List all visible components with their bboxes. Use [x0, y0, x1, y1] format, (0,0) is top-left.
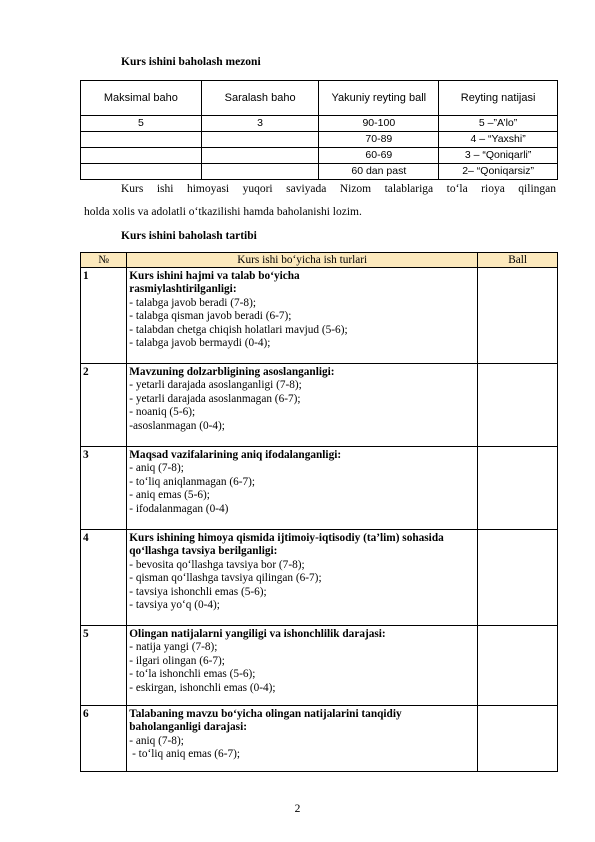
criterion-item: - toʻliq aniq emas (6-7); — [129, 748, 241, 761]
score-cell — [478, 706, 558, 772]
table-cell: 70-89 — [319, 132, 439, 148]
row-number: 1 — [81, 268, 127, 364]
criterion-title: Maqsad vazifalarining aniq ifodalanganligi: — [129, 449, 342, 461]
row-number: 2 — [81, 364, 127, 447]
table-cell: 5 –”A’lo” — [439, 116, 558, 132]
table-cell: 5 — [81, 116, 202, 132]
criterion-title: Talabaning mavzu boʻyicha olingan natijalarini tanqidiy baholanganligi darajasi: — [129, 708, 402, 734]
criterion-cell — [127, 364, 478, 447]
table-row — [81, 132, 558, 148]
table-row — [81, 148, 558, 164]
table-cell: 60 dan past — [319, 164, 439, 180]
criterion-item: - natija yangi (7-8); — [129, 641, 218, 654]
table-cell — [201, 148, 319, 164]
table-row — [81, 116, 558, 132]
table-row — [81, 706, 558, 772]
header-rating-result: Reyting natijasi — [439, 81, 558, 116]
score-cell — [478, 626, 558, 706]
table-cell — [81, 132, 202, 148]
header-number: № — [81, 253, 127, 268]
criterion-item: - tavsiya yoʻq (0-4); — [129, 599, 220, 612]
criterion-item: - talabga javob beradi (7-8); — [129, 296, 256, 309]
criterion-item: - toʻliq aniqlanmagan (6-7); — [129, 475, 256, 488]
criterion-title: Kurs ishini hajmi va talab boʻyicha rasmiylashtirilganligi: — [129, 270, 300, 296]
criterion-title: Mavzuning dolzarbligining asoslanganligi: — [129, 366, 335, 378]
criterion-cell — [127, 626, 478, 706]
header-max-grade: Maksimal baho — [81, 81, 202, 116]
header-passing-grade: Saralash baho — [201, 81, 319, 116]
criterion-item: - toʻla ishonchli emas (5-6); — [129, 668, 256, 681]
table-row — [81, 268, 558, 364]
row-number: 3 — [81, 447, 127, 530]
row-number: 4 — [81, 530, 127, 626]
criterion-item: - aniq (7-8); — [129, 734, 184, 747]
criterion-title: Kurs ishining himoya qismida ijtimoiy-iqtisodiy (ta’lim) sohasida qoʻllashga tavsiya berilganligi: — [129, 532, 444, 558]
header-work-types: Kurs ishi boʻyicha ish turlari — [127, 253, 478, 268]
table-cell: 60-69 — [319, 148, 439, 164]
score-cell — [478, 268, 558, 364]
paragraph-line-2: holda xolis va adolatli oʻtkazilishi hamda baholanishi lozim. — [84, 206, 362, 218]
table-cell — [201, 132, 319, 148]
score-cell — [478, 364, 558, 447]
criterion-item: - aniq emas (5-6); — [129, 489, 210, 502]
criterion-item: - talabga javob bermaydi (0-4); — [129, 337, 271, 350]
score-cell — [478, 447, 558, 530]
criterion-title: Olingan natijalarni yangiligi va ishonchlilik darajasi: — [129, 628, 386, 640]
page-number: 2 — [294, 803, 301, 815]
criterion-item: - eskirgan, ishonchli emas (0-4); — [129, 681, 276, 694]
grading-procedure-heading: Kurs ishini baholash tartibi — [121, 230, 257, 242]
criterion-item: -asoslanmagan (0-4); — [129, 419, 225, 432]
table-row — [81, 364, 558, 447]
criterion-item: - tavsiya ishonchli emas (5-6); — [129, 585, 267, 598]
criterion-item: - yetarli darajada asoslanganligi (7-8); — [129, 379, 302, 392]
grading-procedure-table — [80, 252, 558, 772]
header-final-rating: Yakuniy reyting ball — [319, 81, 439, 116]
table-row — [81, 626, 558, 706]
table-cell: 3 – “Qoniqarli” — [439, 148, 558, 164]
table-cell — [81, 148, 202, 164]
criterion-item: - yetarli darajada asoslanmagan (6-7); — [129, 392, 301, 405]
defense-paragraph — [84, 178, 556, 224]
grading-criteria-heading: Kurs ishini baholash mezoni — [121, 56, 261, 68]
table-row — [81, 447, 558, 530]
table-cell: 4 – “Yaxshi” — [439, 132, 558, 148]
row-number: 5 — [81, 626, 127, 706]
header-score: Ball — [478, 253, 558, 268]
criterion-item: - ifodalanmagan (0-4) — [129, 502, 229, 515]
criterion-cell — [127, 268, 478, 364]
score-cell — [478, 530, 558, 626]
table-cell: 3 — [201, 116, 319, 132]
table-cell: 2– “Qoniqarsiz” — [439, 164, 558, 180]
criterion-item: - talabga qisman javob beradi (6-7); — [129, 310, 292, 323]
row-number: 6 — [81, 706, 127, 772]
criterion-item: - ilgari olingan (6-7); — [129, 654, 225, 667]
criterion-item: - noaniq (5-6); — [129, 406, 196, 419]
criteria-table-header-row — [81, 253, 558, 268]
criterion-cell — [127, 706, 478, 772]
table-cell: 90-100 — [319, 116, 439, 132]
criterion-item: - talabdan chetga chiqish holatlari mavjud (5-6); — [129, 323, 348, 336]
criterion-item: - qisman qoʻllashga tavsiya qilingan (6-7); — [129, 572, 322, 585]
criterion-cell — [127, 447, 478, 530]
table-row — [81, 530, 558, 626]
paragraph-line-1: Kurs ishi himoyasi yuqori saviyada Nizom talablariga toʻla rioya qilingan — [121, 183, 556, 195]
grading-table-header-row — [81, 81, 558, 116]
criterion-item: - bevosita qoʻllashga tavsiya bor (7-8); — [129, 558, 305, 571]
grading-scale-table — [80, 80, 558, 180]
criterion-item: - aniq (7-8); — [129, 462, 184, 475]
criterion-cell — [127, 530, 478, 626]
